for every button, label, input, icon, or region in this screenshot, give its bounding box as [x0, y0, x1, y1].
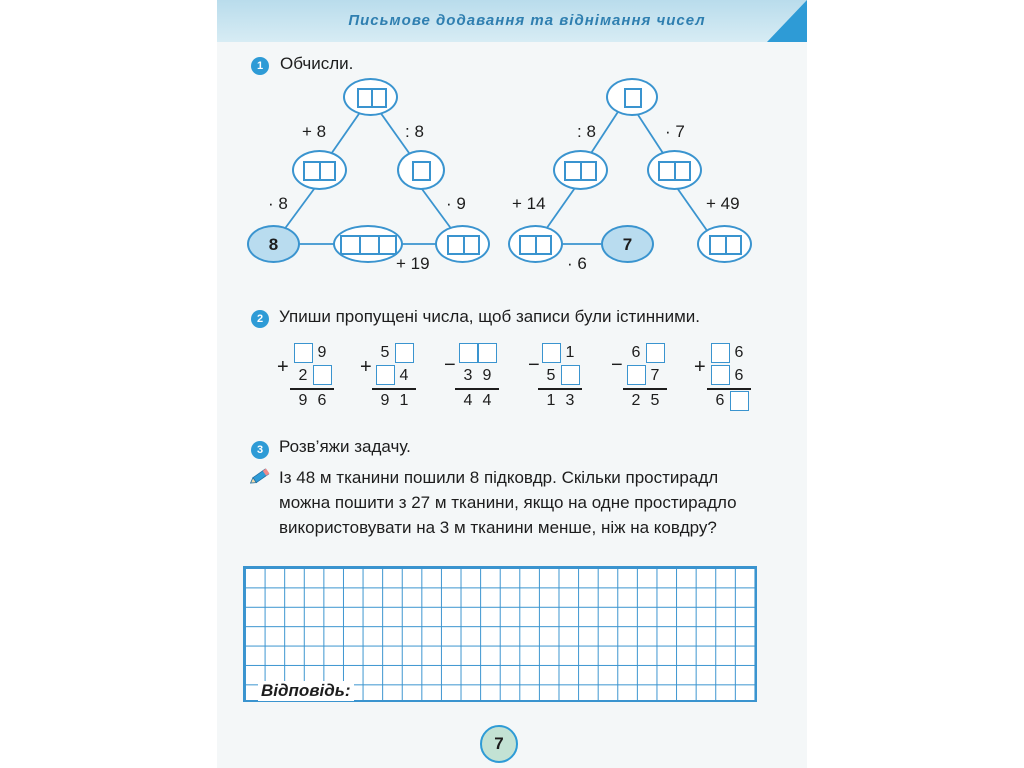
digit: 6: [734, 367, 744, 384]
box-divider: [535, 236, 537, 254]
sign: −: [611, 354, 623, 376]
sum-line: [290, 388, 334, 390]
digit: 1: [399, 392, 409, 409]
left-tree-mid-right-oval: [397, 150, 445, 190]
answer-box[interactable]: [624, 88, 642, 108]
digit-box[interactable]: [646, 343, 665, 363]
box-divider: [674, 162, 676, 180]
task1-instruction: Обчисли.: [280, 54, 354, 73]
digit: 5: [650, 392, 660, 409]
digit: 5: [380, 344, 390, 361]
op-label: · 8: [268, 194, 288, 213]
digit: 4: [399, 367, 409, 384]
digit: 3: [565, 392, 575, 409]
sign: −: [528, 354, 540, 376]
box-divider: [463, 236, 465, 254]
right-tree-mid-left-oval: [553, 150, 608, 190]
left-tree-mid-left-oval: [292, 150, 347, 190]
digit-box[interactable]: [395, 343, 414, 363]
task3-problem-text: Із 48 м тканини пошили 8 підковдр. Скільки простирадл можна пошити з 27 м тканини, якщо на одне простирадло використовувати на 3 м тканини менше, ніж на ковдру?: [279, 468, 737, 537]
left-tree-bottom-oval: [333, 225, 403, 263]
box-divider: [580, 162, 582, 180]
op-label: · 6: [567, 254, 587, 273]
right-tree-mid-right-oval: [647, 150, 702, 190]
box-divider: [359, 236, 361, 254]
digit-box[interactable]: [478, 343, 497, 363]
digit: 9: [482, 367, 492, 384]
sign: +: [694, 356, 706, 378]
sum-line: [707, 388, 751, 390]
digit: 5: [546, 367, 556, 384]
sign: +: [360, 356, 372, 378]
digit-box[interactable]: [711, 343, 730, 363]
pencil-icon: [250, 464, 274, 486]
digit-box[interactable]: [376, 365, 395, 385]
task2-number-badge: 2: [251, 310, 269, 328]
right-tree-right-oval: [697, 225, 752, 263]
task2-instruction: Упиши пропущені числа, щоб записи були істинними.: [279, 307, 700, 326]
box-divider: [378, 236, 380, 254]
diff-line: [455, 388, 499, 390]
task3-instruction: Розв’яжи задачу.: [279, 437, 411, 456]
page-number: 7: [480, 725, 518, 763]
header-title: Письмове додавання та віднімання чисел: [348, 12, 706, 29]
digit: 1: [565, 344, 575, 361]
digit-box[interactable]: [542, 343, 561, 363]
diff-line: [623, 388, 667, 390]
digit: 6: [715, 392, 725, 409]
digit: 7: [650, 367, 660, 384]
start-value: 7: [622, 235, 633, 254]
start-value: 8: [268, 235, 279, 254]
right-tree-start-oval: [601, 225, 654, 263]
digit-box[interactable]: [711, 365, 730, 385]
left-tree-right-oval: [435, 225, 490, 263]
answer-label: Відповідь:: [258, 681, 354, 701]
diff-line: [538, 388, 582, 390]
digit: 2: [631, 392, 641, 409]
digit: 2: [298, 367, 308, 384]
op-label: : 8: [405, 122, 424, 141]
digit: 1: [546, 392, 556, 409]
digit: 9: [380, 392, 390, 409]
sum-line: [372, 388, 416, 390]
digit-box[interactable]: [627, 365, 646, 385]
digit-box[interactable]: [313, 365, 332, 385]
box-divider: [371, 89, 373, 107]
digit-box[interactable]: [561, 365, 580, 385]
op-label: + 49: [706, 194, 740, 213]
right-tree-top-oval: [606, 78, 658, 116]
digit: 3: [463, 367, 473, 384]
digit: 6: [734, 344, 744, 361]
digit-box[interactable]: [459, 343, 478, 363]
answer-box[interactable]: [412, 161, 431, 181]
digit: 9: [317, 344, 327, 361]
digit-box[interactable]: [730, 391, 749, 411]
sign: +: [277, 356, 289, 378]
corner-triangle-icon: [767, 0, 807, 42]
digit: 9: [298, 392, 308, 409]
op-label: + 19: [396, 254, 430, 273]
op-label: + 8: [302, 122, 327, 141]
digit: 4: [482, 392, 492, 409]
op-label: : 8: [577, 122, 596, 141]
answer-box[interactable]: [340, 235, 397, 255]
task1-number-badge: 1: [251, 57, 269, 75]
sign: −: [444, 354, 456, 376]
left-tree-top-oval: [343, 78, 398, 116]
task3-number-badge: 3: [251, 441, 269, 459]
digit: 6: [631, 344, 641, 361]
box-divider: [725, 236, 727, 254]
digit: 6: [317, 392, 327, 409]
digit: 4: [463, 392, 473, 409]
right-tree-left-oval: [508, 225, 563, 263]
op-label: + 14: [512, 194, 546, 213]
box-divider: [319, 162, 321, 180]
digit-box[interactable]: [294, 343, 313, 363]
op-label: · 9: [446, 194, 466, 213]
op-label: · 7: [665, 122, 685, 141]
page-header: [217, 0, 807, 42]
left-tree-start-oval: [247, 225, 300, 263]
